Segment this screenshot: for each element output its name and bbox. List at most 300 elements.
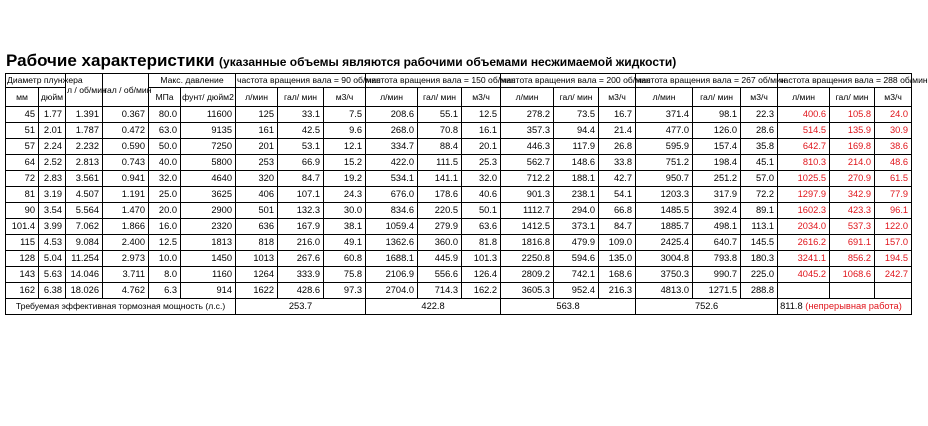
table-cell: 1688.1 (366, 251, 418, 267)
unit-galmin: гал/ мин (554, 88, 599, 107)
table-cell: 66.8 (599, 203, 636, 219)
unit-m3h: м3/ч (875, 88, 912, 107)
unit-m3h: м3/ч (324, 88, 366, 107)
table-row (6, 171, 912, 187)
table-cell: 55.1 (418, 107, 462, 123)
table-cell: 2616.2 (778, 235, 830, 251)
table-cell: 3.54 (39, 203, 66, 219)
table-cell: 3004.8 (636, 251, 693, 267)
table-cell: 334.7 (366, 139, 418, 155)
table-cell: 1.470 (103, 203, 149, 219)
table-cell: 167.9 (278, 219, 324, 235)
table-cell: 1412.5 (501, 219, 554, 235)
table-cell: 479.9 (554, 235, 599, 251)
table-cell: 8.0 (149, 267, 181, 283)
table-cell: 818 (236, 235, 278, 251)
table-cell: 16.1 (462, 123, 501, 139)
table-cell: 1297.9 (778, 187, 830, 203)
table-cell: 26.8 (599, 139, 636, 155)
table-cell: 7.062 (66, 219, 103, 235)
table-cell: 57 (6, 139, 39, 155)
table-cell: 157.4 (693, 139, 741, 155)
table-cell: 105.8 (830, 107, 875, 123)
table-cell: 162 (6, 283, 39, 299)
table-row (6, 283, 912, 299)
table-cell: 72.2 (741, 187, 778, 203)
table-cell: 80.0 (149, 107, 181, 123)
table-cell: 3241.1 (778, 251, 830, 267)
header-plunger-diameter: Диаметр плунжера (6, 74, 66, 88)
table-cell: 357.3 (501, 123, 554, 139)
table-cell: 61.5 (875, 171, 912, 187)
table-cell (875, 283, 912, 299)
table-cell: 161 (236, 123, 278, 139)
power-288-value: 811.8 (780, 301, 803, 311)
table-cell: 642.7 (778, 139, 830, 155)
header-row-groups (6, 74, 912, 88)
table-row (6, 203, 912, 219)
table-cell: 320 (236, 171, 278, 187)
table-cell: 406 (236, 187, 278, 203)
table-cell: 38.1 (324, 219, 366, 235)
table-cell: 216.3 (599, 283, 636, 299)
table-cell: 537.3 (830, 219, 875, 235)
power-150: 422.8 (366, 299, 501, 315)
table-cell: 1.191 (103, 187, 149, 203)
table-cell: 317.9 (693, 187, 741, 203)
table-cell: 90 (6, 203, 39, 219)
table-cell: 30.9 (875, 123, 912, 139)
table-cell: 5.564 (66, 203, 103, 219)
table-cell: 856.2 (830, 251, 875, 267)
table-cell: 89.1 (741, 203, 778, 219)
table-cell: 9135 (181, 123, 236, 139)
table-cell: 901.3 (501, 187, 554, 203)
table-cell: 514.5 (778, 123, 830, 139)
table-cell: 595.9 (636, 139, 693, 155)
table-cell: 101.3 (462, 251, 501, 267)
table-row (6, 123, 912, 139)
table-cell: 15.2 (324, 155, 366, 171)
unit-galmin: гал/ мин (278, 88, 324, 107)
table-cell: 25.0 (149, 187, 181, 203)
table-cell: 422.0 (366, 155, 418, 171)
table-cell: 162.2 (462, 283, 501, 299)
table-cell: 1485.5 (636, 203, 693, 219)
unit-m3h: м3/ч (741, 88, 778, 107)
table-cell: 534.1 (366, 171, 418, 187)
unit-galmin: гал/ мин (418, 88, 462, 107)
table-cell: 1264 (236, 267, 278, 283)
table-cell: 168.6 (599, 267, 636, 283)
table-cell: 33.1 (278, 107, 324, 123)
table-cell: 1450 (181, 251, 236, 267)
table-cell: 253 (236, 155, 278, 171)
table-cell: 96.1 (875, 203, 912, 219)
table-cell: 84.7 (278, 171, 324, 187)
power-90: 253.7 (236, 299, 366, 315)
header-group-288: частота вращения вала = 288 об/мин (778, 74, 912, 88)
table-cell: 2034.0 (778, 219, 830, 235)
table-cell: 1602.3 (778, 203, 830, 219)
table-cell: 4045.2 (778, 267, 830, 283)
table-cell: 180.3 (741, 251, 778, 267)
table-cell: 88.4 (418, 139, 462, 155)
header-gal-per-rev: гал / об/мин (103, 74, 149, 107)
table-cell: 208.6 (366, 107, 418, 123)
table-body (6, 107, 912, 299)
table-cell: 11600 (181, 107, 236, 123)
table-cell: 53.1 (278, 139, 324, 155)
table-cell: 423.3 (830, 203, 875, 219)
table-cell: 251.2 (693, 171, 741, 187)
table-cell: 0.590 (103, 139, 149, 155)
table-cell: 952.4 (554, 283, 599, 299)
table-cell: 636 (236, 219, 278, 235)
table-cell: 145.5 (741, 235, 778, 251)
table-cell: 1013 (236, 251, 278, 267)
table-cell: 45 (6, 107, 39, 123)
table-cell: 188.1 (554, 171, 599, 187)
table-cell: 0.743 (103, 155, 149, 171)
table-cell: 333.9 (278, 267, 324, 283)
table-cell: 1885.7 (636, 219, 693, 235)
table-cell: 132.3 (278, 203, 324, 219)
table-cell: 2704.0 (366, 283, 418, 299)
table-cell: 126.0 (693, 123, 741, 139)
table-cell: 16.0 (149, 219, 181, 235)
table-cell: 21.4 (599, 123, 636, 139)
table-cell: 691.1 (830, 235, 875, 251)
table-cell: 77.9 (875, 187, 912, 203)
table-cell: 4.762 (103, 283, 149, 299)
table-cell: 148.6 (554, 155, 599, 171)
table-cell: 113.1 (741, 219, 778, 235)
table-cell: 1203.3 (636, 187, 693, 203)
footer-label: Требуемая эффективная тормозная мощность (л.с.) (6, 299, 236, 315)
table-cell: 1271.5 (693, 283, 741, 299)
unit-mm: мм (6, 88, 39, 107)
table-cell: 2250.8 (501, 251, 554, 267)
table-cell: 498.1 (693, 219, 741, 235)
table-cell: 392.4 (693, 203, 741, 219)
table-cell: 122.0 (875, 219, 912, 235)
header-max-pressure: Макс. давление (149, 74, 236, 88)
table-cell: 20.0 (149, 203, 181, 219)
table-cell: 1622 (236, 283, 278, 299)
table-cell (778, 283, 830, 299)
table-cell: 28.6 (741, 123, 778, 139)
table-cell: 7250 (181, 139, 236, 155)
table-cell: 54.1 (599, 187, 636, 203)
table-cell: 107.1 (278, 187, 324, 203)
table-cell: 40.0 (149, 155, 181, 171)
table-cell: 57.0 (741, 171, 778, 187)
table-cell: 20.1 (462, 139, 501, 155)
table-cell: 50.0 (149, 139, 181, 155)
power-288 (778, 299, 912, 315)
table-cell: 270.9 (830, 171, 875, 187)
header-group-90: частота вращения вала = 90 об/мин (236, 74, 366, 88)
table-cell: 3.19 (39, 187, 66, 203)
table-cell: 115 (6, 235, 39, 251)
table-cell: 360.0 (418, 235, 462, 251)
table-cell: 278.2 (501, 107, 554, 123)
table-cell: 400.6 (778, 107, 830, 123)
table-cell: 135.0 (599, 251, 636, 267)
table-cell: 14.046 (66, 267, 103, 283)
table-cell: 51 (6, 123, 39, 139)
table-cell: 42.7 (599, 171, 636, 187)
power-200: 563.8 (501, 299, 636, 315)
table-cell: 5.04 (39, 251, 66, 267)
table-cell: 268.0 (366, 123, 418, 139)
table-cell: 2425.4 (636, 235, 693, 251)
table-cell: 3.99 (39, 219, 66, 235)
table-cell: 35.8 (741, 139, 778, 155)
table-cell: 141.1 (418, 171, 462, 187)
table-cell: 143 (6, 267, 39, 283)
table-row (6, 155, 912, 171)
table-cell: 2.24 (39, 139, 66, 155)
table-cell: 1112.7 (501, 203, 554, 219)
unit-inch: дюйм (39, 88, 66, 107)
table-cell: 117.9 (554, 139, 599, 155)
table-cell: 1362.6 (366, 235, 418, 251)
table-cell: 810.3 (778, 155, 830, 171)
table-cell: 3750.3 (636, 267, 693, 283)
unit-lmin: л/мин (501, 88, 554, 107)
header-group-150: частота вращения вала = 150 об/мин (366, 74, 501, 88)
table-cell: 101.4 (6, 219, 39, 235)
header-l-per-rev: л / об/мин (66, 74, 103, 107)
table-cell: 111.5 (418, 155, 462, 171)
unit-m3h: м3/ч (462, 88, 501, 107)
table-cell: 157.0 (875, 235, 912, 251)
table-cell: 3.711 (103, 267, 149, 283)
table-cell: 2.973 (103, 251, 149, 267)
table-cell: 75.8 (324, 267, 366, 283)
table-cell: 125 (236, 107, 278, 123)
table-row (6, 219, 912, 235)
table-cell: 70.8 (418, 123, 462, 139)
table-cell: 2106.9 (366, 267, 418, 283)
table-cell: 0.367 (103, 107, 149, 123)
table-cell: 32.0 (149, 171, 181, 187)
table-cell: 22.3 (741, 107, 778, 123)
table-cell: 98.1 (693, 107, 741, 123)
table-cell: 9.084 (66, 235, 103, 251)
table-cell: 198.4 (693, 155, 741, 171)
unit-lmin: л/мин (366, 88, 418, 107)
table-cell: 38.6 (875, 139, 912, 155)
table-cell: 288.8 (741, 283, 778, 299)
table-cell: 60.8 (324, 251, 366, 267)
table-cell: 4813.0 (636, 283, 693, 299)
table-cell: 42.5 (278, 123, 324, 139)
table-cell: 914 (181, 283, 236, 299)
table-cell: 2320 (181, 219, 236, 235)
power-267: 752.6 (636, 299, 778, 315)
table-cell: 16.7 (599, 107, 636, 123)
table-cell: 2.813 (66, 155, 103, 171)
table-cell: 477.0 (636, 123, 693, 139)
table-cell: 2900 (181, 203, 236, 219)
table-cell: 742.1 (554, 267, 599, 283)
table-cell: 49.1 (324, 235, 366, 251)
table-cell: 267.6 (278, 251, 324, 267)
table-cell: 201 (236, 139, 278, 155)
unit-lmin: л/мин (236, 88, 278, 107)
table-cell: 445.9 (418, 251, 462, 267)
table-cell: 640.7 (693, 235, 741, 251)
table-cell: 5800 (181, 155, 236, 171)
table-cell: 990.7 (693, 267, 741, 283)
table-cell: 1.787 (66, 123, 103, 139)
page-title (6, 51, 676, 71)
table-cell: 0.472 (103, 123, 149, 139)
table-cell: 11.254 (66, 251, 103, 267)
table-cell: 30.0 (324, 203, 366, 219)
unit-psi: фунт/ дюйм2 (181, 88, 236, 107)
table-cell: 94.4 (554, 123, 599, 139)
table-cell: 64 (6, 155, 39, 171)
table-cell: 3.561 (66, 171, 103, 187)
table-cell: 1160 (181, 267, 236, 283)
table-row (6, 187, 912, 203)
table-cell: 712.2 (501, 171, 554, 187)
table-cell: 178.6 (418, 187, 462, 203)
table-cell: 128 (6, 251, 39, 267)
table-cell: 242.7 (875, 267, 912, 283)
table-cell: 10.0 (149, 251, 181, 267)
table-cell: 6.38 (39, 283, 66, 299)
table-cell: 501 (236, 203, 278, 219)
table-cell: 50.1 (462, 203, 501, 219)
table-cell: 7.5 (324, 107, 366, 123)
table-cell: 32.0 (462, 171, 501, 187)
table-cell: 33.8 (599, 155, 636, 171)
table-cell: 40.6 (462, 187, 501, 203)
table-cell: 594.6 (554, 251, 599, 267)
table-cell: 225.0 (741, 267, 778, 283)
table-cell: 6.3 (149, 283, 181, 299)
table-cell: 5.63 (39, 267, 66, 283)
table-cell: 834.6 (366, 203, 418, 219)
unit-mpa: МПа (149, 88, 181, 107)
table-cell: 1025.5 (778, 171, 830, 187)
table-cell: 676.0 (366, 187, 418, 203)
table-cell: 793.8 (693, 251, 741, 267)
table-cell: 950.7 (636, 171, 693, 187)
table-cell: 3605.3 (501, 283, 554, 299)
table-cell: 24.0 (875, 107, 912, 123)
table-cell: 562.7 (501, 155, 554, 171)
table-cell: 4640 (181, 171, 236, 187)
table-cell: 9.6 (324, 123, 366, 139)
table-cell: 81 (6, 187, 39, 203)
table-cell: 294.0 (554, 203, 599, 219)
table-cell: 714.3 (418, 283, 462, 299)
table-cell: 12.1 (324, 139, 366, 155)
table-cell: 342.9 (830, 187, 875, 203)
table-cell: 63.0 (149, 123, 181, 139)
title-main: Рабочие характеристики (6, 51, 215, 70)
table-row (6, 107, 912, 123)
table-cell: 1.391 (66, 107, 103, 123)
table-cell: 45.1 (741, 155, 778, 171)
table-cell: 3625 (181, 187, 236, 203)
table-cell: 25.3 (462, 155, 501, 171)
table-row (6, 251, 912, 267)
table-cell: 66.9 (278, 155, 324, 171)
table-cell: 2.52 (39, 155, 66, 171)
table-cell: 238.1 (554, 187, 599, 203)
table-row (6, 267, 912, 283)
table-cell: 169.8 (830, 139, 875, 155)
table-cell: 214.0 (830, 155, 875, 171)
table-cell (830, 283, 875, 299)
table-cell: 0.941 (103, 171, 149, 187)
table-cell: 751.2 (636, 155, 693, 171)
table-cell: 109.0 (599, 235, 636, 251)
table-cell: 279.9 (418, 219, 462, 235)
table-cell: 48.6 (875, 155, 912, 171)
table-cell: 126.4 (462, 267, 501, 283)
table-cell: 220.5 (418, 203, 462, 219)
table-cell: 81.8 (462, 235, 501, 251)
table-cell: 2.232 (66, 139, 103, 155)
table-cell: 216.0 (278, 235, 324, 251)
table-cell: 12.5 (462, 107, 501, 123)
table-cell: 2.400 (103, 235, 149, 251)
table-cell: 1816.8 (501, 235, 554, 251)
unit-galmin: гал/ мин (830, 88, 875, 107)
table-cell: 135.9 (830, 123, 875, 139)
table-cell: 1.77 (39, 107, 66, 123)
table-cell: 446.3 (501, 139, 554, 155)
unit-galmin: гал/ мин (693, 88, 741, 107)
footer-row (6, 299, 912, 315)
table-cell: 194.5 (875, 251, 912, 267)
table-cell: 24.3 (324, 187, 366, 203)
header-group-267: частота вращения вала = 267 об/мин (636, 74, 778, 88)
performance-table (5, 73, 928, 315)
table-cell: 63.6 (462, 219, 501, 235)
table-cell: 2.01 (39, 123, 66, 139)
table-cell: 428.6 (278, 283, 324, 299)
table-cell: 2.83 (39, 171, 66, 187)
table-cell: 1068.6 (830, 267, 875, 283)
unit-m3h: м3/ч (599, 88, 636, 107)
table-cell: 4.507 (66, 187, 103, 203)
table-row (6, 139, 912, 155)
table-cell: 4.53 (39, 235, 66, 251)
power-288-note: (непрерывная работа) (805, 301, 902, 311)
table-cell: 371.4 (636, 107, 693, 123)
table-row (6, 235, 912, 251)
table-cell: 2809.2 (501, 267, 554, 283)
unit-lmin: л/мин (778, 88, 830, 107)
table-cell: 72 (6, 171, 39, 187)
title-subtitle: (указанные объемы являются рабочими объемами несжимаемой жидкости) (219, 55, 677, 69)
table-cell: 1059.4 (366, 219, 418, 235)
table-cell: 84.7 (599, 219, 636, 235)
table-cell: 97.3 (324, 283, 366, 299)
table-cell: 373.1 (554, 219, 599, 235)
table-cell: 12.5 (149, 235, 181, 251)
table-cell: 1813 (181, 235, 236, 251)
